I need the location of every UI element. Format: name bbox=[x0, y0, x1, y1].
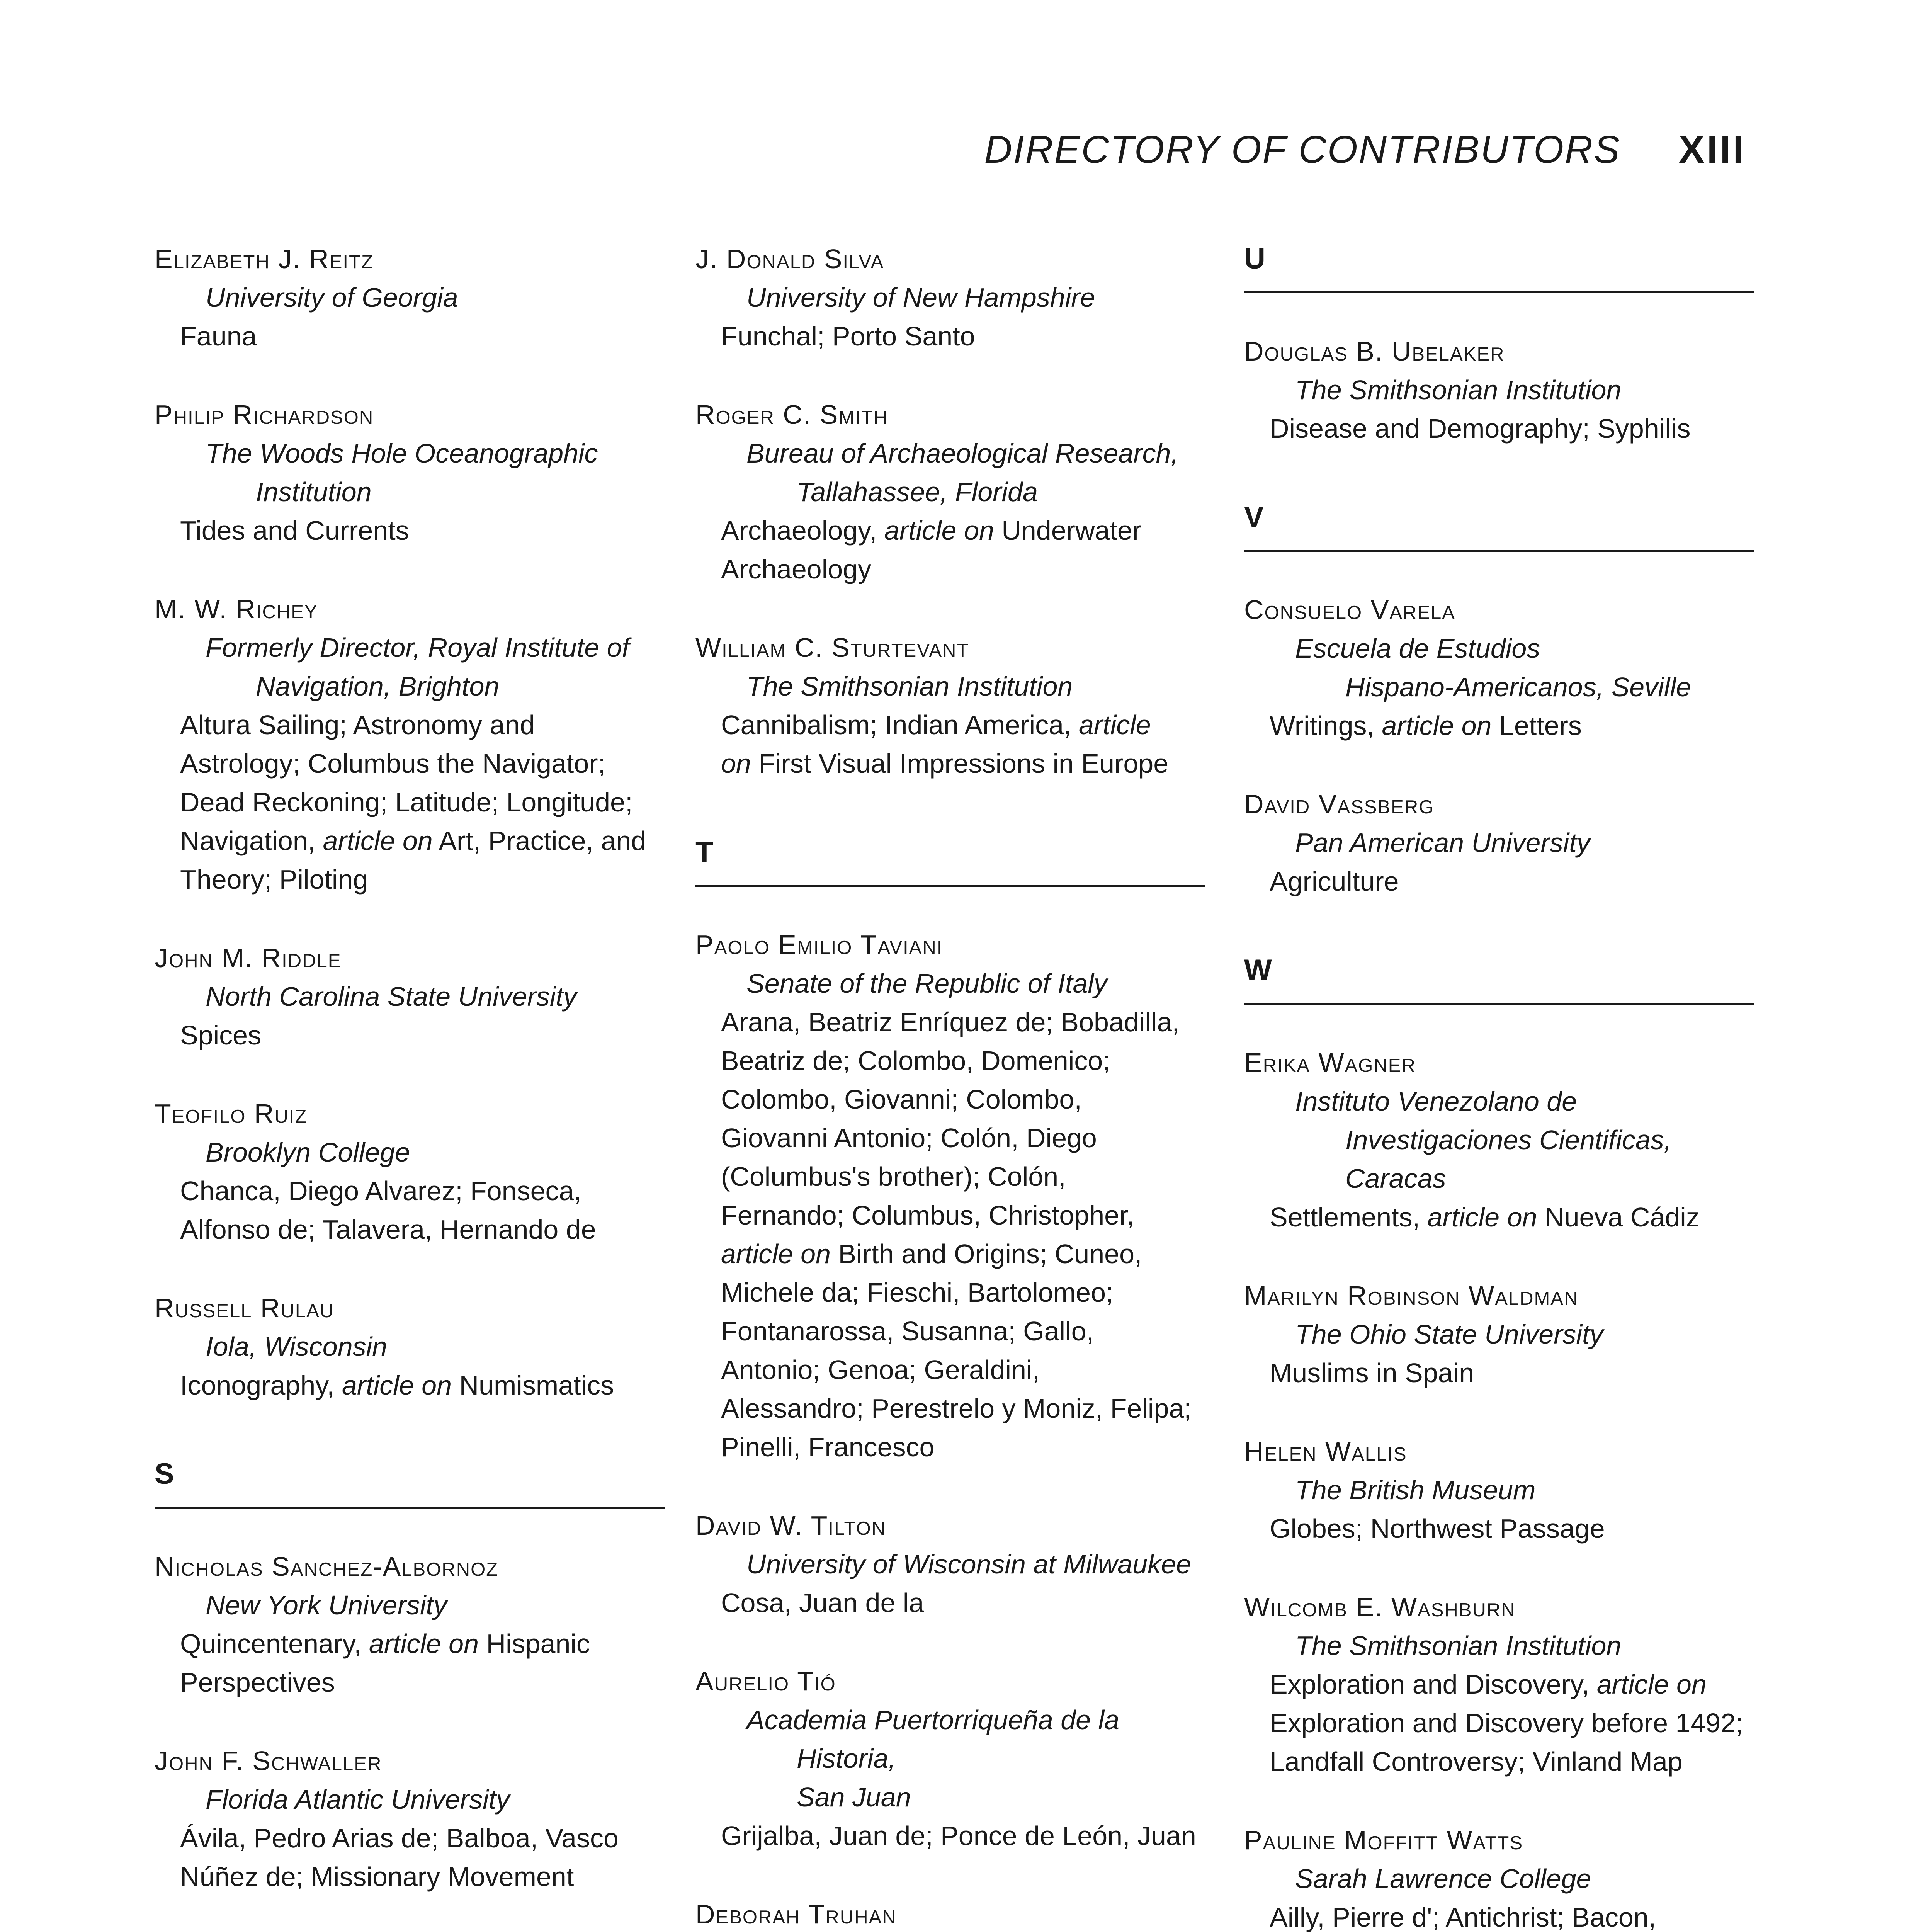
article-line: Funchal; Porto Santo bbox=[721, 321, 975, 351]
contributor-entry bbox=[155, 1742, 665, 1896]
affiliation: Formerly Director, Royal Institute of Navigation, Brighton bbox=[206, 633, 629, 701]
article-line: Quincentenary, article on Hispanic bbox=[180, 1629, 590, 1659]
contributor-name: Philip Richardson bbox=[155, 400, 374, 430]
article-line: Núñez de; Missionary Movement bbox=[180, 1862, 574, 1892]
section-letter: W bbox=[1244, 951, 1754, 1005]
contributor-entry bbox=[155, 240, 665, 355]
affiliation-block bbox=[695, 964, 1205, 1003]
contributor-entry bbox=[155, 1094, 665, 1249]
article-line: Globes; Northwest Passage bbox=[1270, 1514, 1605, 1544]
affiliation: Sarah Lawrence College bbox=[1295, 1864, 1591, 1894]
contributor-entry bbox=[1244, 1432, 1754, 1548]
affiliation-block bbox=[695, 667, 1205, 706]
contributor-entry bbox=[695, 925, 1205, 1466]
affiliation-block bbox=[1244, 1626, 1754, 1665]
article-line: Colombo, Giovanni; Colombo, bbox=[721, 1084, 1082, 1114]
contributor-name: Consuelo Varela bbox=[1244, 595, 1455, 625]
affiliation-block bbox=[695, 434, 1205, 511]
affiliation: The Smithsonian Institution bbox=[1295, 375, 1622, 405]
contributor-name: John F. Schwaller bbox=[155, 1746, 382, 1776]
page-number: XIII bbox=[1678, 128, 1746, 171]
contributor-entry bbox=[155, 1547, 665, 1702]
article-line: Exploration and Discovery before 1492; bbox=[1270, 1708, 1743, 1738]
column-2 bbox=[695, 240, 1205, 1932]
article-line: Astrology; Columbus the Navigator; bbox=[180, 748, 606, 779]
article-line: Cosa, Juan de la bbox=[721, 1588, 924, 1618]
article-line: Alessandro; Perestrelo y Moniz, Felipa; bbox=[721, 1393, 1192, 1423]
contributor-name: Helen Wallis bbox=[1244, 1436, 1407, 1466]
article-line: Navigation, article on Art, Practice, and bbox=[180, 826, 646, 856]
article-line: on First Visual Impressions in Europe bbox=[721, 748, 1169, 779]
article-line: Perspectives bbox=[180, 1667, 335, 1697]
contributor-name: David W. Tilton bbox=[695, 1510, 886, 1541]
affiliation-block bbox=[1244, 629, 1754, 706]
section-letter: T bbox=[695, 833, 1205, 887]
affiliation-block bbox=[695, 1545, 1205, 1583]
contributor-entry bbox=[695, 395, 1205, 588]
contributor-name: Pauline Moffitt Watts bbox=[1244, 1825, 1523, 1855]
contributor-name: Wilcomb E. Washburn bbox=[1244, 1592, 1516, 1622]
article-line: Chanca, Diego Alvarez; Fonseca, bbox=[180, 1176, 581, 1206]
contributor-entry bbox=[695, 1506, 1205, 1622]
affiliation-block bbox=[1244, 371, 1754, 409]
contributor-name: Marilyn Robinson Waldman bbox=[1244, 1281, 1579, 1311]
contributor-name: John M. Riddle bbox=[155, 943, 342, 973]
column-1 bbox=[155, 240, 665, 1932]
contributor-entry bbox=[1244, 1588, 1754, 1781]
affiliation: The Smithsonian Institution bbox=[746, 671, 1073, 701]
article-line: Grijalba, Juan de; Ponce de León, Juan bbox=[721, 1821, 1196, 1851]
contributor-name: Elizabeth J. Reitz bbox=[155, 244, 374, 274]
contributor-entry bbox=[1244, 1276, 1754, 1392]
contributor-entry bbox=[1244, 590, 1754, 745]
contributor-name: Deborah Truhan bbox=[695, 1899, 897, 1929]
contributor-entry bbox=[1244, 1821, 1754, 1932]
article-line: Altura Sailing; Astronomy and bbox=[180, 710, 535, 740]
article-line: Cannibalism; Indian America, article bbox=[721, 710, 1151, 740]
affiliation: The Ohio State University bbox=[1295, 1319, 1603, 1349]
contributor-entry bbox=[155, 1289, 665, 1405]
contributor-name: William C. Sturtevant bbox=[695, 633, 969, 663]
contributor-name: M. W. Richey bbox=[155, 594, 318, 624]
affiliation-block bbox=[155, 434, 665, 511]
article-line: Writings, article on Letters bbox=[1270, 711, 1582, 741]
article-line: Fontanarossa, Susanna; Gallo, bbox=[721, 1316, 1094, 1346]
affiliation-block bbox=[1244, 823, 1754, 862]
contributor-name: Douglas B. Ubelaker bbox=[1244, 336, 1505, 366]
section-letter: S bbox=[155, 1455, 665, 1509]
affiliation-block bbox=[695, 1701, 1205, 1816]
article-line: Beatriz de; Colombo, Domenico; bbox=[721, 1046, 1110, 1076]
article-line: Pinelli, Francesco bbox=[721, 1432, 935, 1462]
section-letter: V bbox=[1244, 498, 1754, 552]
article-line: Exploration and Discovery, article on bbox=[1270, 1669, 1707, 1699]
affiliation: Instituto Venezolano de Investigaciones Cientificas, Caracas bbox=[1295, 1086, 1672, 1194]
affiliation-block bbox=[1244, 1471, 1754, 1509]
affiliation: Bureau of Archaeological Research, Tallahassee, Florida bbox=[746, 438, 1179, 507]
contributor-name: Erika Wagner bbox=[1244, 1048, 1416, 1078]
affiliation-block bbox=[155, 977, 665, 1016]
contributor-entry bbox=[695, 1895, 1205, 1932]
contributor-name: Nicholas Sanchez-Albornoz bbox=[155, 1551, 499, 1582]
affiliation-block bbox=[155, 278, 665, 317]
affiliation: Academia Puertorriqueña de la Historia, San Juan bbox=[746, 1705, 1120, 1812]
affiliation-block bbox=[1244, 1082, 1754, 1198]
article-line: Agriculture bbox=[1270, 866, 1399, 896]
article-line: Alfonso de; Talavera, Hernando de bbox=[180, 1214, 596, 1245]
contributor-entry bbox=[695, 1662, 1205, 1855]
contributor-name: Russell Rulau bbox=[155, 1293, 335, 1323]
article-line: Ailly, Pierre d'; Antichrist; Bacon, bbox=[1270, 1902, 1656, 1932]
article-line: Landfall Controversy; Vinland Map bbox=[1270, 1747, 1683, 1777]
affiliation-block bbox=[695, 278, 1205, 317]
affiliation: Pan American University bbox=[1295, 828, 1590, 858]
article-line: Spices bbox=[180, 1020, 262, 1050]
affiliation: Florida Atlantic University bbox=[206, 1784, 510, 1815]
article-line: Muslims in Spain bbox=[1270, 1358, 1474, 1388]
article-line: Antonio; Genoa; Geraldini, bbox=[721, 1355, 1040, 1385]
contributor-entry bbox=[1244, 332, 1754, 448]
running-title: DIRECTORY OF CONTRIBUTORS bbox=[984, 128, 1621, 171]
affiliation: New York University bbox=[206, 1590, 447, 1620]
contributor-name: Aurelio Tió bbox=[695, 1666, 836, 1696]
article-line: Arana, Beatriz Enríquez de; Bobadilla, bbox=[721, 1007, 1180, 1037]
contributor-entry bbox=[1244, 1043, 1754, 1236]
contributor-entry bbox=[695, 240, 1205, 355]
affiliation: North Carolina State University bbox=[206, 981, 577, 1012]
article-line: Fauna bbox=[180, 321, 257, 351]
affiliation: University of New Hampshire bbox=[746, 282, 1095, 313]
affiliation: Brooklyn College bbox=[206, 1137, 410, 1167]
contributor-name: Roger C. Smith bbox=[695, 400, 888, 430]
affiliation-block bbox=[1244, 1859, 1754, 1898]
contributor-entry bbox=[155, 939, 665, 1054]
running-header bbox=[984, 128, 1746, 172]
article-line: Archaeology bbox=[721, 554, 872, 584]
contributor-entry bbox=[155, 395, 665, 550]
article-line: Settlements, article on Nueva Cádiz bbox=[1270, 1202, 1700, 1232]
article-line: Tides and Currents bbox=[180, 515, 409, 546]
article-line: Michele da; Fieschi, Bartolomeo; bbox=[721, 1277, 1114, 1308]
affiliation: Escuela de Estudios Hispano-Americanos, Seville bbox=[1295, 633, 1691, 702]
article-line: Ávila, Pedro Arias de; Balboa, Vasco bbox=[180, 1823, 619, 1853]
article-line: article on Birth and Origins; Cuneo, bbox=[721, 1239, 1142, 1269]
affiliation: The Smithsonian Institution bbox=[1295, 1631, 1622, 1661]
column-3 bbox=[1244, 240, 1754, 1932]
affiliation: Iola, Wisconsin bbox=[206, 1332, 388, 1362]
article-line: Fernando; Columbus, Christopher, bbox=[721, 1200, 1134, 1230]
contributor-name: J. Donald Silva bbox=[695, 244, 884, 274]
affiliation-block bbox=[1244, 1315, 1754, 1354]
contributor-name: Paolo Emilio Taviani bbox=[695, 930, 943, 960]
contributor-name: David Vassberg bbox=[1244, 789, 1435, 819]
article-line: Disease and Demography; Syphilis bbox=[1270, 413, 1691, 444]
affiliation: The British Museum bbox=[1295, 1475, 1536, 1505]
affiliation-block bbox=[155, 1327, 665, 1366]
article-line: Theory; Piloting bbox=[180, 864, 368, 895]
affiliation: The Woods Hole Oceanographic Institution bbox=[206, 438, 598, 507]
affiliation-block bbox=[155, 628, 665, 706]
contributor-entry bbox=[695, 628, 1205, 783]
affiliation: University of Georgia bbox=[206, 282, 458, 313]
affiliation: Senate of the Republic of Italy bbox=[746, 968, 1107, 998]
affiliation-block bbox=[155, 1780, 665, 1819]
contributor-name: Teofilo Ruiz bbox=[155, 1099, 308, 1129]
contributor-entry bbox=[1244, 785, 1754, 901]
affiliation: University of Wisconsin at Milwaukee bbox=[746, 1549, 1191, 1579]
article-line: Giovanni Antonio; Colón, Diego bbox=[721, 1123, 1097, 1153]
article-line: Dead Reckoning; Latitude; Longitude; bbox=[180, 787, 633, 817]
contributor-entry bbox=[155, 590, 665, 899]
affiliation-block bbox=[155, 1586, 665, 1624]
article-line: Iconography, article on Numismatics bbox=[180, 1370, 614, 1400]
article-line: Archaeology, article on Underwater bbox=[721, 515, 1142, 546]
article-line: (Columbus's brother); Colón, bbox=[721, 1162, 1066, 1192]
section-letter: U bbox=[1244, 240, 1754, 293]
affiliation-block bbox=[155, 1133, 665, 1172]
